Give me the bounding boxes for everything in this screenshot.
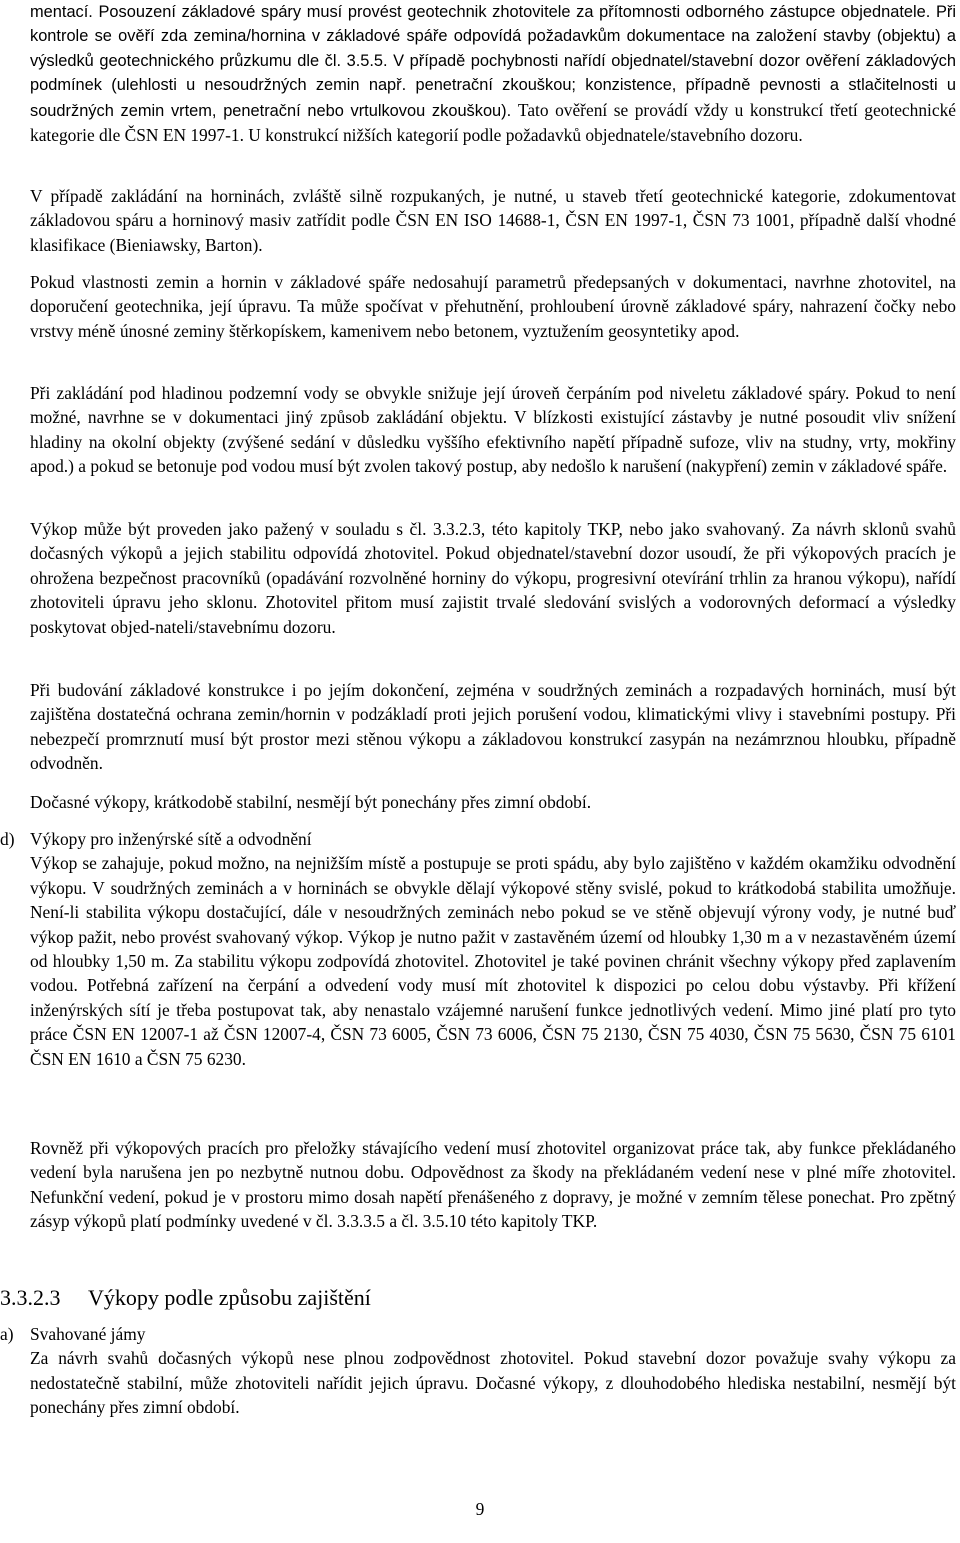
list-item-d <box>0 827 956 1071</box>
paragraph-temporary-excavations: Dočasné výkopy, krátkodobě stabilní, nesmějí být ponechány přes zimní období. <box>30 792 592 812</box>
paragraph-foundation-inspection <box>30 0 956 148</box>
paragraph-groundwater: Při zakládání pod hladinou podzemní vody se obvykle snižuje její úroveň čerpáním pod niveletu základové spáry. Pokud to není možné, navrhne se v dokumentaci jiný způsob zakládání objektu. V blízkosti existující zástavby je nutné posoudit vliv snížení hladiny na okolní objekty (zvýšené sedání v důsledku vyššího efektivního napětí případně sufoze, vliv na studny, vrty, mokřiny apod.) a pokud se betonuje pod vodou musí být zvolen takový postup, aby nedošlo k narušení (nakypření) zemin v základové spáře. <box>30 383 956 477</box>
list-item-label: d) <box>0 829 15 849</box>
section-number: 3.3.2.3 <box>0 1285 61 1310</box>
paragraph-text-continuation: Tato ověření se provádí vždy u konstrukcí třetí geotechnické kategorie dle ČSN EN 1997-1. U konstrukcí nižších kategorií podle požadavků objednatele/stavebního dozoru. <box>30 99 956 146</box>
paragraph-relocations: Rovněž při výkopových pracích pro přeložky stávajícího vedení musí zhotovitel organizovat práce tak, aby funkce překládaného vedení byla narušena jen po nezbytně nutnou dobu. Odpovědnost za škody na překládaném vedení nese v plné míře zhotovitel. Nefunkční vedení, pokud je v prostoru mimo dosah napětí přenášeného z dopravy, je možné v zemním tělese ponechat. Pro zpětný zásyp výkopů platí podmínky uvedené v čl. 3.3.3.5 a čl. 3.5.10 této kapitoly TKP. <box>30 1138 956 1232</box>
paragraph-soil-properties: Pokud vlastnosti zemin a hornin v základové spáře nedosahují parametrů předepsaných v dokumentaci, navrhne zhotovitel, na doporučení geotechnika, její úpravu. Ta může spočívat v přehutnění, prohloubení úrovně základové spáry, nahrazení čočky nebo vrstvy méně únosné zeminy štěrkopískem, kamenivem nebo betonem, vyztužením geosyntetiky apod. <box>30 272 956 341</box>
list-item-label: a) <box>0 1324 14 1344</box>
paragraph-foundation-protection: Při budování základové konstrukce i po jejím dokončení, zejména v soudržných zeminách a rozpadavých horninách, musí být zajištěna dostatečná ochrana zemin/hornin v podzákladí proti jejich porušení vodou, klimatickými vlivy i stavebními postupy. Při nebezpečí promrznutí musí být prostor mezi stěnou výkopu a základovou konstrukcí zasypán na nezámrznou hloubku, případně odvodněn. <box>30 680 956 774</box>
section-title: Výkopy podle způsobu zajištění <box>88 1285 371 1310</box>
list-item-a <box>0 1322 956 1420</box>
page-number: 9 <box>475 1499 485 1519</box>
paragraph-text: mentací. Posouzení základové spáry musí provést geotechnik zhotovitele za přítomnosti odborného zástupce objednatele. Při kontrole se ověří zda zemina/hornina v základové spáře odpovídá požadavkům dokumentace na založení stavby (objektu) a výsledků geotechnického průzkumu dle čl. 3.5.5. V případě pochybnosti nařídí objednatel/stavební dozor ověření základových podmínek (ulehlosti u nesoudržných zemin např. penetrační zkouškou; konzistence, případně pevnosti a stlačitelnosti u soudržných zemin vrtem, penetrační nebo vrtulkovou zkouškou). <box>30 3 956 120</box>
list-item-text: Za návrh svahů dočasných výkopů nese plnou zodpovědnost zhotovitel. Pokud stavební dozor považuje svahy výkopu za nedostatečně stabilní, může zhotoviteli nařídit jejich úpravu. Dočasné výkopy, z dlouhodobého hlediska nestabilní, nesmějí být ponechány přes zimní období. <box>30 1348 956 1418</box>
section-heading <box>0 1283 371 1313</box>
paragraph-rock-foundation: V případě zakládání na horninách, zvláště silně rozpukaných, je nutné, u staveb třetí geotechnické kategorie, zdokumentovat základovou spáru a horninový masiv zatřídit podle ČSN EN ISO 14688-1, ČSN EN 1997-1, ČSN 73 1001, případně další vhodné klasifikace (Bieniawsky, Barton). <box>30 186 956 255</box>
list-item-text: Výkop se zahajuje, pokud možno, na nejnižším místě a postupuje se proti spádu, aby bylo zajištěno v každém okamžiku odvodnění výkopu. V soudržných zeminách a v horninách se obvykle dělají výkopové stěny svislé, pokud to krátkodobá stabilita umožňuje. Není-li stabilita výkopu dostačující, dále v nesoudržných zeminách nebo pokud se ve stěně objevují výrony vody, je nutné buď výkop pažit, nebo provést svahovaný výkop. Výkop je nutno pažit v zastavěném území od hloubky 1,30 m a v nezastavěném území od hloubky 1,50 m. Za stabilitu výkopu zodpovídá zhotovitel. Zhotovitel je také povinen chránit všechny výkopy před zaplavením vodou. Potřebná zařízení na čerpání a odvedení vody musí mít zhotovitel k dispozici po celou dobu výstavby. Při křížení inženýrských sítí je třeba postupovat tak, aby nenastalo vzájemné narušení funkce jednotlivých vedení. Mimo jiné platí pro tyto práce ČSN EN 12007-1 až ČSN 12007-4, ČSN 73 6005, ČSN 73 6006, ČSN 75 2130, ČSN 75 4030, ČSN 75 5630, ČSN 75 6101 ČSN EN 1610 a ČSN 75 6230. <box>30 853 956 1069</box>
paragraph-excavation-type: Výkop může být proveden jako pažený v souladu s čl. 3.3.2.3, této kapitoly TKP, nebo jako svahovaný. Za návrh sklonů svahů dočasných výkopů a jejich stabilitu odpovídá zhotovitel. Pokud objednatel/stavební dozor usoudí, že při výkopových pracích je ohrožena bezpečnost pracovníků (opadávání rozvolněné horniny do výkopu, progresivní otevírání trhlin za hranou výkopu), nařídí zhotoviteli úpravu jeho sklonu. Zhotovitel přitom musí zajistit trvalé sledování svislých a vodorovných deformací a výsledky poskytovat objed-nateli/stavebnímu dozoru. <box>30 519 956 637</box>
list-item-title: Svahované jámy <box>30 1324 146 1344</box>
list-item-title: Výkopy pro inženýrské sítě a odvodnění <box>30 829 312 849</box>
